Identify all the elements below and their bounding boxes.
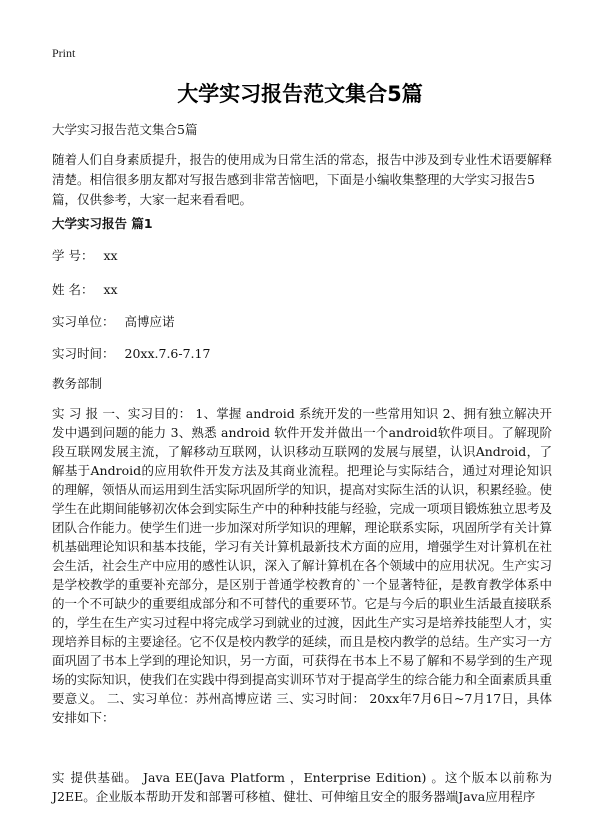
intro-paragraph: 随着人们自身素质提升，报告的使用成为日常生活的常态，报告中涉及到专业性术语要解释清楚。相信很多朋友都对写报告感到非常苦恼吧，下面是小编收集整理的大学实习报告5篇，仅供参考，大家一起来看看吧。: [52, 152, 553, 207]
document-title: 大学实习报告范文集合5篇: [177, 82, 423, 106]
field-label: 实习时间：: [52, 346, 115, 361]
field-value: 高博应诺: [124, 314, 175, 329]
body-paragraph: 实 习 报 一、实习目的： 1、掌握 android 系统开发的一些常用知识 2、拥有独立解决开发中遇到问题的能力 3、熟悉 android 软件开发并做出一个android软件项目。了解现阶段互联网发展主流，了解移动互联网，认识移动互联网的发展与展望，认识Android，了解基于Android的应用软件开发方法及其商业流程。把理论与实际结合，通过对理论知识的理解，领悟从而运用到生活实际巩固所学的知识，提高对实际生活的认识，积累经验。使学生在此期间能够初次体会到实际生产中的种种技能与经验，完成一项项目锻炼独立思考及团队合作能力。使学生们进一步加深对所学知识的理解，理论联系实际，巩固所学有关计算机基础理论知识和基本技能，学习有关计算机最新技术方面的应用，增强学生对计算机在社会生活，社会生产中应用的感性认识，深入了解计算机在各个领域中的应用状况。生产实习是学校教学的重要补充部分，是区别于普通学校教育的`一个显著特征，是教育教学体系中的一个不可缺少的重要组成部分和不可替代的重要环节。它是与今后的职业生活最直接联系的，学生在生产实习过程中将完成学习到就业的过渡，因此生产实习是培养技能型人才，实现培养目标的主要途径。它不仅是校内教学的延续，而且是校内教学的总结。生产实习一方面巩固了书本上学到的理论知识，另一方面，可获得在书本上不易了解和不易学到的生产现场的实际知识，使我们在实践中得到提高实训环节对于提高学生的综合能力和全面素质具重要意义。 二、实习单位：苏州高博应诺 三、实习时间： 20xx年7月6日~7月17日，具体安排如下：: [52, 406, 553, 725]
field-name: [52, 280, 552, 300]
field-label: 实习单位：: [52, 314, 115, 329]
department-line: 教务部制: [52, 376, 103, 391]
body-paragraph: 实 提供基础。 Java EE(Java Platform ，Enterprise Edition) 。这个版本以前称为J2EE。企业版本帮助开发和部署可移植、健壮、可伸缩且安全的服务器端Java应用程序: [52, 770, 552, 804]
field-value: 20xx.7.6-7.17: [124, 346, 211, 361]
field-value: xx: [103, 248, 118, 263]
field-internship-unit: [52, 312, 552, 332]
document-subtitle: 大学实习报告范文集合5篇: [52, 122, 198, 137]
print-label: Print: [52, 46, 76, 60]
field-student-id: [52, 246, 552, 266]
field-value: xx: [103, 282, 118, 297]
section-heading: 大学实习报告 篇1: [52, 216, 153, 231]
field-label: 学 号：: [52, 248, 94, 263]
field-internship-time: [52, 344, 552, 364]
field-label: 姓 名：: [52, 282, 94, 297]
